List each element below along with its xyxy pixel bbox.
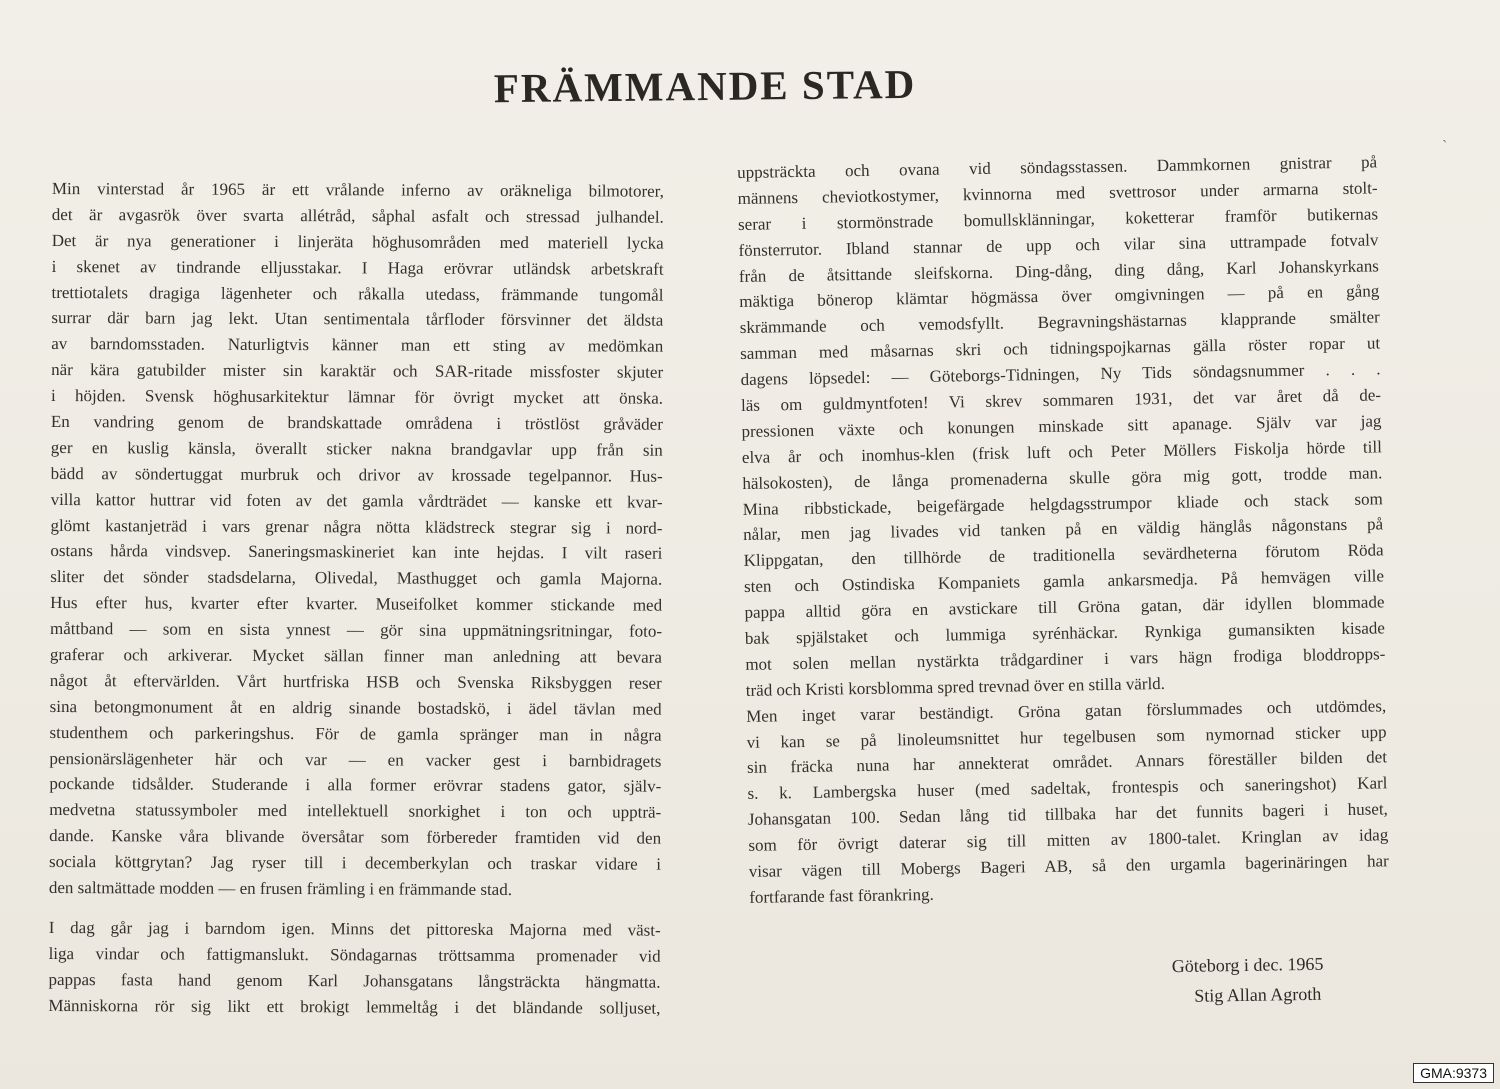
text-line: liga vindar och fattigmanslukt. Söndagarnas tröttsamma promenader vid [48, 943, 661, 966]
text-line: pappa alltid göra en avstickare till Gröna gatan, där idyllen blommade [744, 592, 1385, 623]
text-line: mäktiga bönerop klämtar högmässa över omgivningen — på en gång [739, 281, 1380, 312]
text-line: hälsokosten), de långa promenaderna skulle göra mig gott, trodde man. [742, 463, 1383, 493]
text-line: något åt eftervärlden. Vårt hurtfriska HSB och Svenska Riksbyggen reser [49, 670, 662, 693]
margin-mark: ` [1442, 138, 1448, 155]
text-line: Klippgatan, den tillhörde de traditionella sevärdheterna förutom Röda [743, 540, 1384, 571]
text-line: den saltmättade modden — en frusen främling i en främmande stad. [48, 878, 513, 900]
text-line: studenthem och parkeringshus. För de gamla spränger man in några [49, 722, 662, 745]
text-line: visar vägen till Mobergs Bageri AB, så den urgamla bagerinäringen har [748, 851, 1389, 881]
left-paragraph-2 [48, 915, 660, 1021]
text-line: mot solen mellan nystärkta trådgardiner i vars hägn frodiga bloddropps- [745, 644, 1386, 674]
text-line: som för övrigt daterar sig till mitten av 1800-talet. Kringlan av idag [748, 825, 1389, 856]
text-line: i skenet av tindrande elljusstakar. I Haga erövrar utländsk arbetskraft [51, 256, 664, 279]
text-line: i höjden. Svensk höghusarkitektur lämnar för övrigt mycket att önska. [51, 386, 664, 408]
text-line: dande. Kanske våra blivande översåtar som förbereder framtiden vid den [49, 826, 662, 848]
text-line: villa kattor huttrar vid foten av det gamla vårdträdet — kanske ett kvar- [50, 489, 663, 512]
text-line: s. k. Lambergska huser (med sadeltak, frontespis och saneringshot) Karl [747, 773, 1388, 804]
text-line: av barndomsstaden. Naturligtvis känner man ett sting av medömkan [51, 334, 664, 357]
text-line: glömt kastanjeträd i vars grenar några nötta klädstreck stegrar sig i nord- [50, 515, 663, 538]
text-line: Johansgatan 100. Sedan lång tid tillbaka har det funnits bageri i huset, [747, 799, 1389, 830]
right-column [737, 149, 1389, 910]
text-line: Min vinterstad år 1965 är ett vrålande inferno av oräkneliga bilmotorer, [51, 178, 664, 201]
text-line: läs om guldmyntfoten! Vi skrev sommaren 1931, det var året då de- [740, 385, 1382, 415]
text-line: det är avgasrök över svarta allétråd, såphal asfalt och stressad julhandel. [51, 204, 664, 227]
text-line: medvetna statussymboler med intellektuell snorkighet i ton och uppträ- [49, 800, 662, 823]
text-line: nålar, men jag livades vid tanken på en väldig hänglås någonstans på [743, 514, 1384, 545]
text-line: träd och Kristi korsblomma spred trevnad över en stilla värld. [745, 673, 1166, 700]
text-line: Människorna rör sig likt ett brokigt lemmeltåg i det bländande solljuset, [48, 995, 661, 1018]
text-line: Det är nya generationer i linjeräta höghusområden med materiell lycka [51, 230, 664, 253]
text-line: Mina ribbstickade, beigefärgade helgdagsstrumpor kliade och stack som [742, 488, 1383, 519]
archive-id-badge: GMA:9373 [1413, 1063, 1494, 1083]
text-line: när kära gatubilder mister sin karaktär och SAR-ritade missfoster skjuter [51, 360, 664, 382]
text-line: vi kan se på linoleumsnittet hur tegelbusen som nymornad sticker upp [746, 721, 1387, 752]
text-line: fortfarande fast förankring. [749, 884, 934, 907]
signature-author: Stig Allan Agroth [1194, 983, 1322, 1006]
right-paragraph-1 [737, 149, 1386, 703]
text-line: sina betongmonument åt en aldrig sinande bostadskö, i ädel tävlan med [49, 696, 662, 719]
left-paragraph-1 [49, 176, 664, 904]
text-line: Men inget varar beständigt. Gröna gatan förslummades och utdömdes, [746, 696, 1387, 726]
text-line: serar i stormönstrade bomullsklänningar, koketterar framför butikernas [737, 204, 1379, 234]
right-paragraph-2 [746, 693, 1389, 911]
text-line: pressionen växte och konungen minskade sitt apanage. Själv var jag [741, 411, 1382, 441]
signature-block [1160, 949, 1325, 1012]
text-line: sin fräcka nuna har annekterat området. Annars föreställer bilden det [746, 747, 1388, 778]
text-line: trettiotalets dragiga lägenheter och råkalla utedass, främmande tungomål [51, 282, 664, 305]
signature-place-date: Göteborg i dec. 1965 [1171, 953, 1324, 977]
left-column [48, 176, 664, 1021]
text-line: sociala köttgrytan? Jag ryser till i decemberkylan och traskar vidare i [48, 852, 662, 874]
text-line: graferar och arkiverar. Mycket sällan finner man anledning att bevara [49, 645, 662, 667]
text-line: från de åtsittande sleifskorna. Ding-dång, ding dång, Karl Johanskyrkans [738, 255, 1379, 286]
text-line: Hus efter hus, kvarter efter kvarter. Museifolket kommer stickande med [50, 593, 663, 615]
text-line: fönsterrutor. Ibland stannar de upp och vilar sina uttrampade fotvalv [738, 230, 1379, 260]
text-line: uppsträckta och ovana vid söndagsstassen. Dammkornen gnistrar på [737, 152, 1378, 182]
text-line: sliter det sönder stadsdelarna, Olivedal, Masthugget och gamla Majorna. [50, 567, 663, 590]
text-line: skrämmande och vemodsfyllt. Begravningshästarnas klapprande smälter [739, 307, 1380, 338]
text-line: bak spjälstaket och lummiga syrénhäckar. Rynkiga gumansikten kisade [744, 618, 1386, 648]
text-line: pockande tidsålder. Studerande i alla former erövrar stadens gator, själv- [49, 774, 662, 797]
text-line: sten och Ostindiska Kompaniets gamla ankarsmedja. På hemvägen ville [743, 566, 1385, 597]
text-line: En vandring genom de brandskattade områdena i tröstlöst gråväder [50, 412, 663, 434]
text-line: surrar där barn jag lekt. Utan sentimentala tårfloder försvinner det äldsta [51, 308, 664, 331]
text-line: ostans hårda vindsvep. Saneringsmaskineriet kan inte hejdas. I vilt raseri [50, 541, 663, 564]
text-line: dagens löpsedel: — Göteborgs-Tidningen, Ny Tids söndagsnummer . . . [740, 359, 1381, 390]
page-title: FRÄMMANDE STAD [493, 60, 917, 112]
text-line: männens cheviotkostymer, kvinnorna med svettrosor under armarna stolt- [737, 178, 1378, 208]
text-line: pensionärslägenheter här och var — en vacker gest i barnbidragets [49, 748, 662, 771]
text-line: ger en kuslig känsla, överallt sticker nakna brandgavlar upp från sin [50, 437, 663, 460]
text-line: måttband — som en sista ynnest — gör sina uppmätningsritningar, foto- [49, 619, 663, 641]
text-line: I dag går jag i barndom igen. Minns det pittoreska Majorna med väst- [48, 917, 661, 940]
text-line: bädd av söndertuggat murbruk och drivor av krossade tegelpannor. Hus- [50, 463, 663, 486]
text-line: pappas fasta hand genom Karl Johansgatans långsträckta hängmatta. [48, 969, 661, 992]
text-line: elva år och inomhus-klen (frisk luft och Peter Möllers Fiskolja hörde till [741, 437, 1382, 467]
text-line: samman med måsarnas skri och tidningspojkarnas gälla röster ropar ut [740, 333, 1381, 364]
